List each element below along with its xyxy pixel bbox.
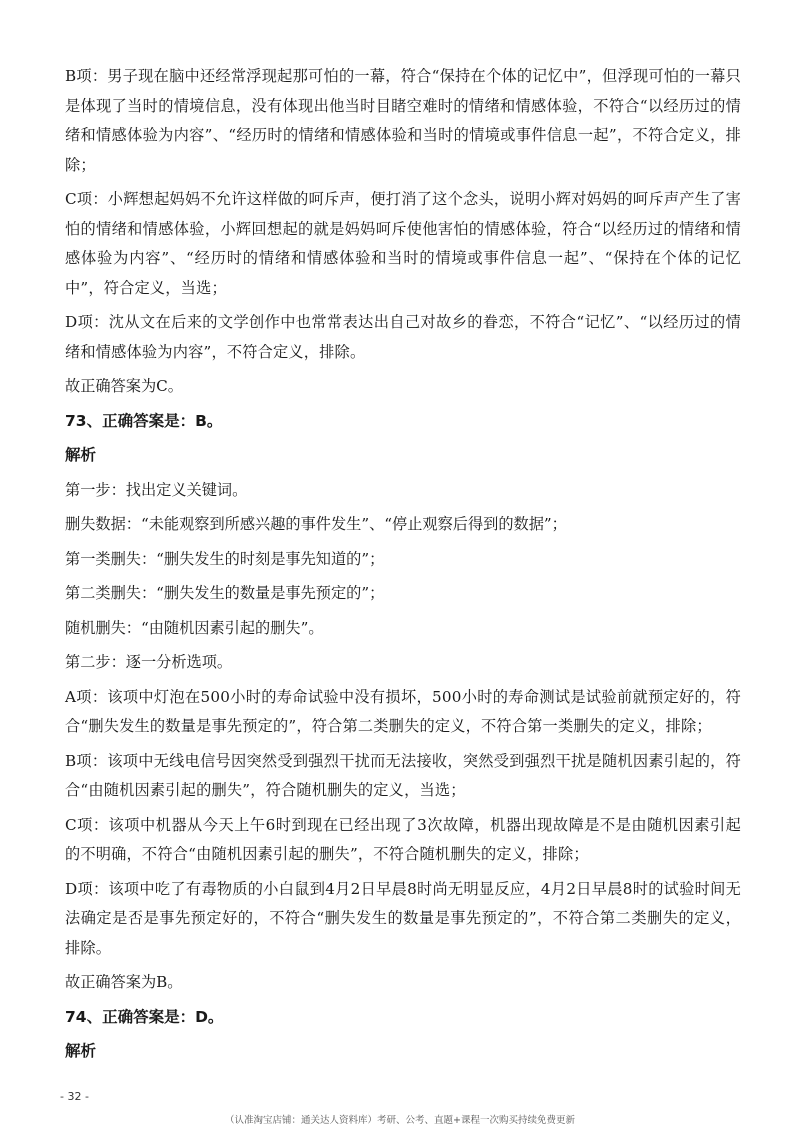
footer-note: （认准淘宝店铺：通关达人资料库）考研、公考、直题+课程一次购买持续免费更新 [225, 1115, 575, 1126]
definition-delete-data: 删失数据：“未能观察到所感兴趣的事件发生”、“停止观察后得到的数据”； [65, 515, 567, 533]
definition-random: 随机删失：“由随机因素引起的删失”。 [65, 618, 324, 637]
step-2-line: 第二步：逐一分析选项。 [65, 653, 233, 671]
answer-line: 故正确答案为B。 [65, 973, 183, 991]
analysis-73-heading: 解析 [65, 446, 97, 464]
option-b-paragraph: B项：该项中无线电信号因突然受到强烈干扰而无法接收，突然受到强烈干扰是随机因素引起的，符合“由随机因素引起的删失”，符合随机删失的定义，当选； [65, 751, 741, 799]
question-74-heading: 74、正确答案是：D。 [65, 1007, 224, 1026]
definition-type-1: 第一类删失：“删失发生的时刻是事先知道的”； [65, 549, 385, 568]
answer-prev-line: 故正确答案为C。 [65, 377, 183, 395]
definition-type-2: 第二类删失：“删失发生的数量是事先预定的”； [65, 584, 385, 602]
option-d-paragraph: D项：该项中吃了有毒物质的小白鼠到4月2日早晨8时尚无明显反应，4月2日早晨8时的试验时间无法确定是否是事先预定好的，不符合“删失发生的数量是事先预定的”，不符合第二类删失的定义，排除。 [65, 879, 741, 957]
option-d-prev-paragraph: D项：沈从文在后来的文学创作中也常常表达出自己对故乡的眷恋，不符合“记忆”、“以经历过的情绪和情感体验为内容”，不符合定义，排除。 [65, 313, 741, 361]
document-body [65, 62, 741, 1072]
page-number: - 32 - [60, 1090, 89, 1103]
step-1-line: 第一步：找出定义关键词。 [65, 480, 248, 499]
option-a-paragraph: A项：该项中灯泡在500小时的寿命试验中没有损坏，500小时的寿命测试是试验前就预定好的，符合“删失发生的数量是事先预定的”，符合第二类删失的定义，不符合第一类删失的定义，排除； [65, 687, 741, 735]
option-c-paragraph: C项：该项中机器从今天上午6时到现在已经出现了3次故障，机器出现故障是不是由随机因素引起的不明确，不符合“由随机因素引起的删失”，不符合随机删失的定义，排除； [65, 815, 741, 863]
option-c-prev-paragraph: C项：小辉想起妈妈不允许这样做的呵斥声，便打消了这个念头，说明小辉对妈妈的呵斥声产生了害怕的情绪和情感体验，小辉回想起的就是妈妈呵斥使他害怕的情感体验，符合“以经历过的情绪和情感体验为内容”、“经历时的情绪和情感体验和当时的情境或事件信息一起”、“保持在个体的记忆中”，符合定义，当选； [65, 190, 741, 297]
analysis-74-heading: 解析 [65, 1042, 97, 1060]
option-b-prev-paragraph: B项：男子现在脑中还经常浮现起那可怕的一幕，符合“保持在个体的记忆中”，但浮现可怕的一幕只是体现了当时的情境信息，没有体现出他当时目睹空难时的情绪和情感体验，不符合“以经历过的情绪和情感体验为内容”、“经历时的情绪和情感体验和当时的情境或事件信息一起”，不符合定义，排除； [65, 67, 741, 174]
question-73-heading: 73、正确答案是：B。 [65, 411, 223, 430]
